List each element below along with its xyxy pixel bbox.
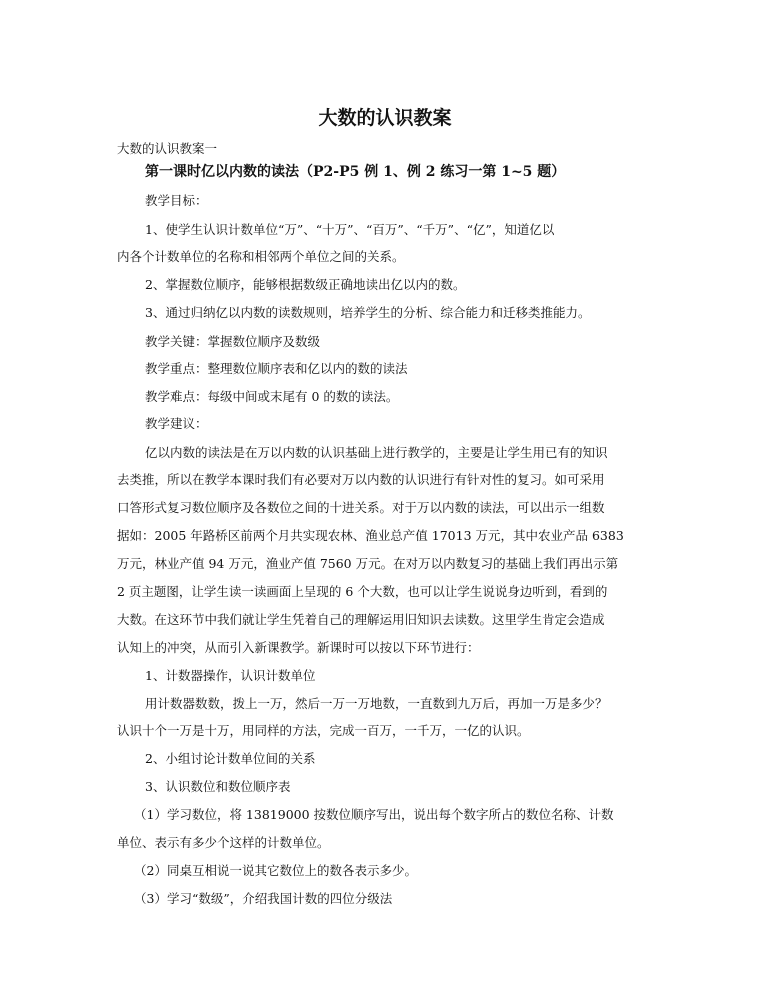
paragraph-line: 教学建议： xyxy=(145,416,208,431)
lesson-heading: 第一课时亿以内数的读法（P2-P5 例 1、例 2 练习一第 1~5 题） xyxy=(145,164,566,180)
paragraph-line: 去类推，所以在教学本课时我们有必要对万以内数的认识进行有针对性的复习。如可采用 xyxy=(117,472,605,487)
paragraph-line: 用计数器数数，拨上一万，然后一万一万地数，一直数到九万后，再加一万是多少？ xyxy=(145,696,608,711)
paragraph-line: 教学目标： xyxy=(145,193,208,208)
paragraph-line: 据如：2005 年路桥区前两个月共实现农林、渔业总产值 17013 万元，其中农业产品 6383 xyxy=(117,528,624,543)
paragraph-line: 3、通过归纳亿以内数的读数规则，培养学生的分析、综合能力和迁移类推能力。 xyxy=(145,305,591,320)
document-title: 大数的认识教案 xyxy=(318,107,452,129)
paragraph-line: 2、掌握数位顺序，能够根据数级正确地读出亿以内的数。 xyxy=(145,277,466,292)
paragraph-line: 1、使学生认识计数单位“万”、“十万”、“百万”、“千万”、“亿”，知道亿以 xyxy=(145,222,555,237)
paragraph-line: 2 页主题图，让学生读一读画面上呈现的 6 个大数，也可以让学生说说身边听到，看到的 xyxy=(117,584,608,599)
paragraph-line: 认知上的冲突，从而引入新课教学。新课时可以按以下环节进行： xyxy=(117,640,480,655)
paragraph-line: 大数。在这环节中我们就让学生凭着自己的理解运用旧知识去读数。这里学生肯定会造成 xyxy=(117,612,605,627)
paragraph-line: （3）学习“数级”，介绍我国计数的四位分级法 xyxy=(134,891,393,906)
paragraph-line: 教学关键：掌握数位顺序及数级 xyxy=(145,334,321,349)
paragraph-line: 2、小组讨论计数单位间的关系 xyxy=(145,751,316,766)
paragraph-line: （2）同桌互相说一说其它数位上的数各表示多少。 xyxy=(134,863,417,878)
paragraph-line: 3、认识数位和数位顺序表 xyxy=(145,779,291,794)
paragraph-line: 亿以内数的读法是在万以内数的认识基础上进行教学的，主要是让学生用已有的知识 xyxy=(145,445,608,460)
intro-line: 大数的认识教案一 xyxy=(117,141,218,156)
paragraph-line: 教学重点：整理数位顺序表和亿以内的数的读法 xyxy=(145,361,408,376)
paragraph-line: 口答形式复习数位顺序及各数位之间的十进关系。对于万以内数的读法，可以出示一组数 xyxy=(117,500,605,515)
paragraph-line: 教学难点：每级中间或末尾有 0 的数的读法。 xyxy=(145,389,399,404)
paragraph-line: 认识十个一万是十万，用同样的方法，完成一百万，一千万，一亿的认识。 xyxy=(117,723,530,738)
paragraph-line: 单位、表示有多少个这样的计数单位。 xyxy=(117,835,330,850)
paragraph-line: 内各个计数单位的名称和相邻两个单位之间的关系。 xyxy=(117,249,405,264)
paragraph-line: （1）学习数位，将 13819000 按数位顺序写出，说出每个数字所占的数位名称、计数 xyxy=(134,807,614,822)
paragraph-line: 1、计数器操作，认识计数单位 xyxy=(145,668,316,683)
paragraph-line: 万元，林业产值 94 万元，渔业产值 7560 万元。在对万以内数复习的基础上我们再出示第 xyxy=(117,556,619,571)
